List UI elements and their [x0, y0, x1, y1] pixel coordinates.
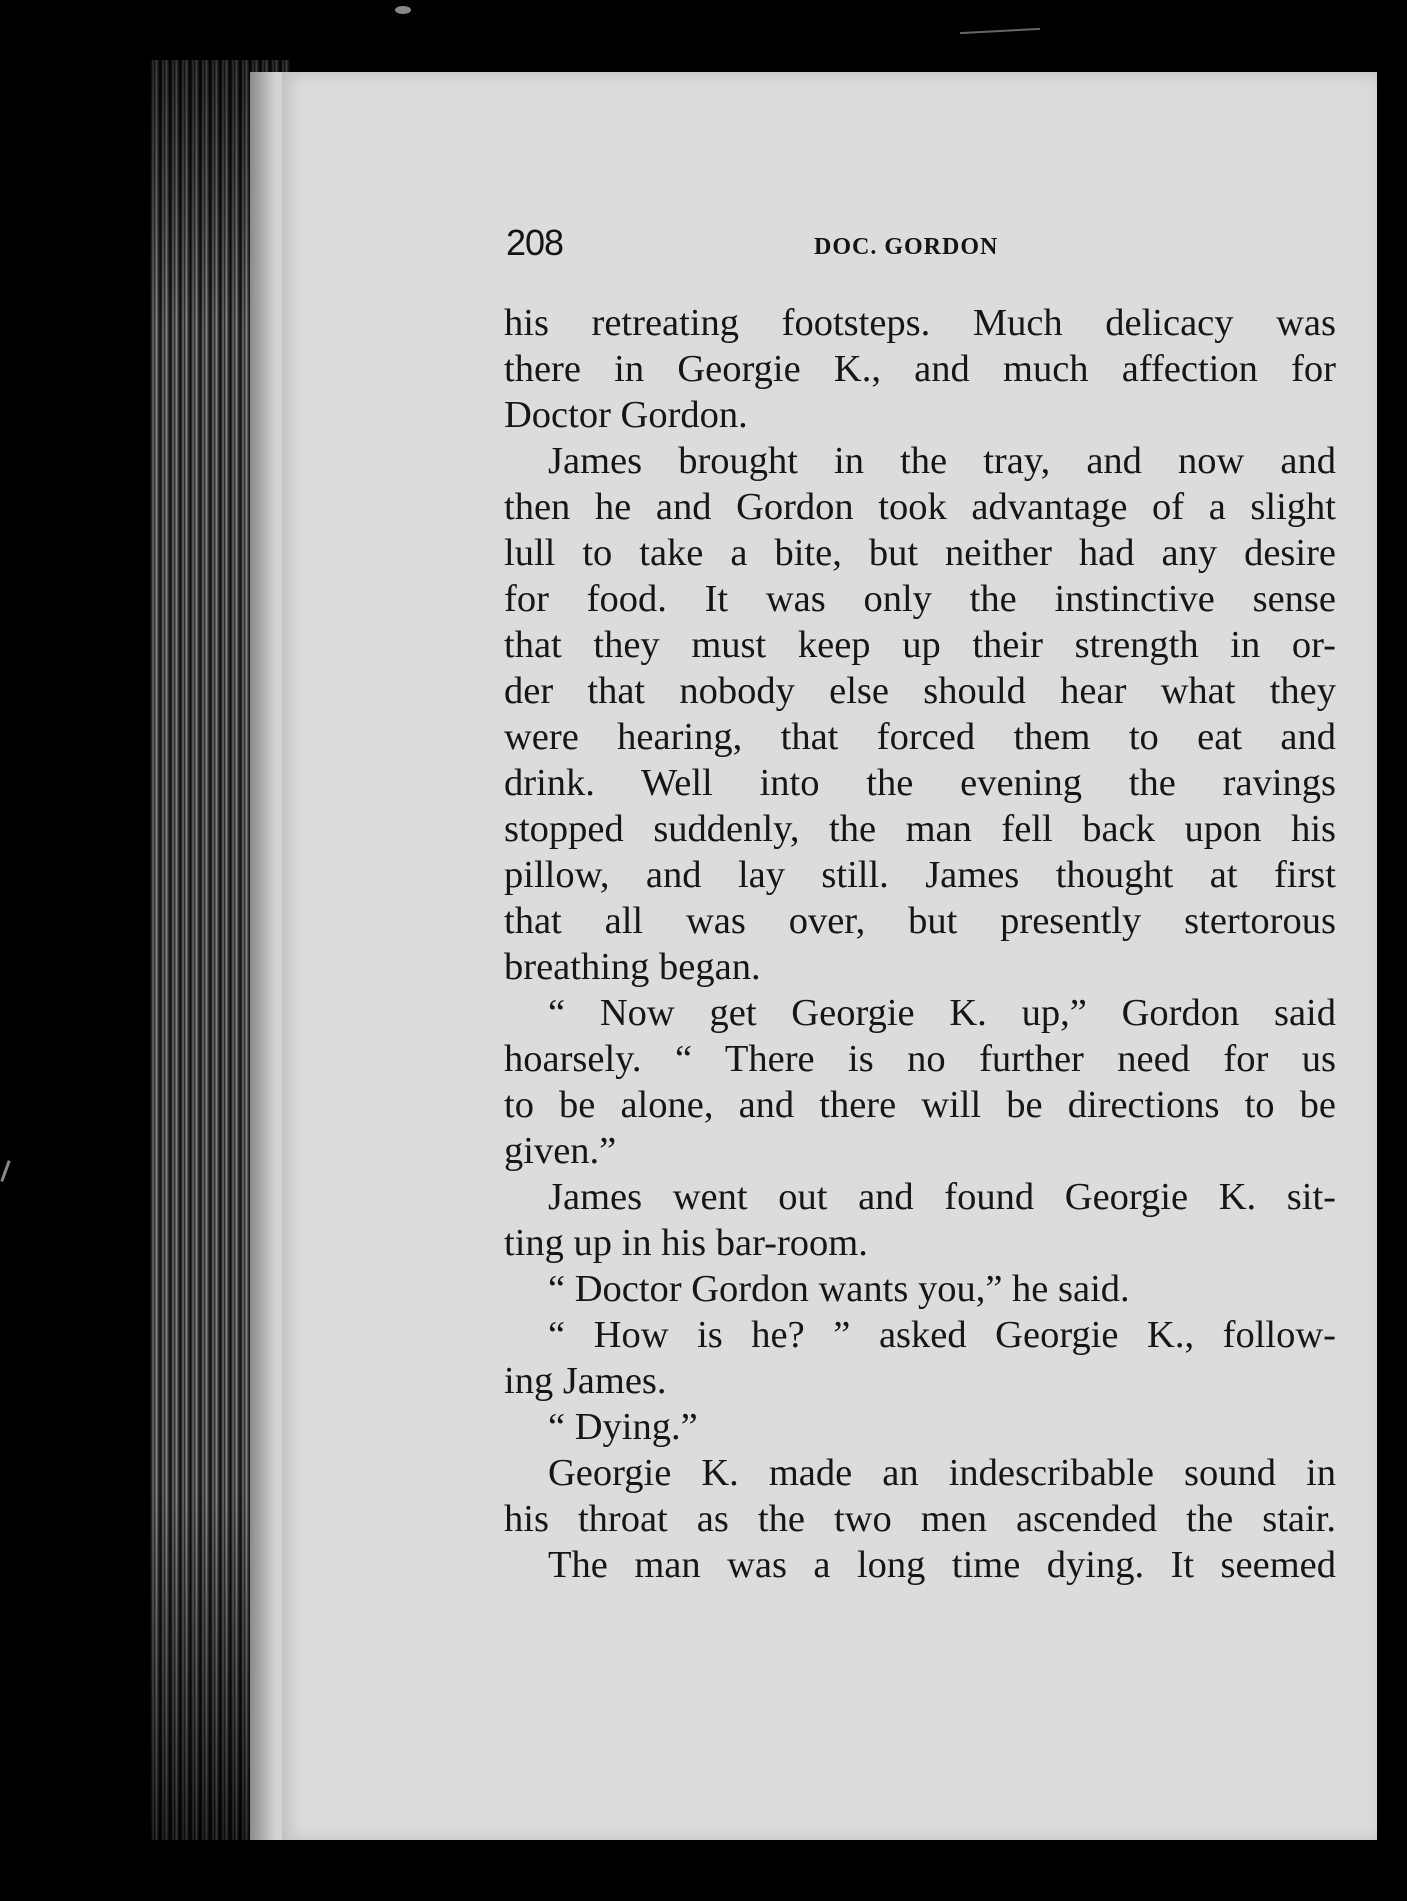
text-line: drink. Well into the evening the ravings [504, 762, 1336, 804]
page-number: 208 [506, 222, 564, 263]
running-title: DOC. GORDON [814, 234, 999, 260]
text-line: were hearing, that forced them to eat and [504, 716, 1336, 758]
running-head [506, 222, 1336, 272]
text-line: James brought in the tray, and now and [548, 440, 1336, 482]
text-line: breathing began. [504, 946, 761, 988]
text-line: ting up in his bar-room. [504, 1222, 868, 1264]
text-line: “ Dying.” [548, 1406, 698, 1448]
text-line: there in Georgie K., and much affection for [504, 348, 1336, 390]
scan-scratch [960, 28, 1040, 34]
text-line: that all was over, but presently stertorous [504, 900, 1336, 942]
text-line: his retreating footsteps. Much delicacy was [504, 302, 1336, 344]
text-line: to be alone, and there will be directions to be [504, 1084, 1336, 1126]
text-line: that they must keep up their strength in or- [504, 624, 1336, 666]
page-bottom-shadow [150, 1840, 1407, 1901]
text-line: stopped suddenly, the man fell back upon his [504, 808, 1336, 850]
body-text [504, 300, 1336, 1588]
scan-mark [0, 1160, 10, 1182]
text-line: given.” [504, 1130, 617, 1172]
text-line: lull to take a bite, but neither had any desire [504, 532, 1336, 574]
text-line: Georgie K. made an indescribable sound in [548, 1452, 1336, 1494]
text-line: his throat as the two men ascended the stair. [504, 1498, 1336, 1540]
text-line: for food. It was only the instinctive sense [504, 578, 1336, 620]
text-line: James went out and found Georgie K. sit- [548, 1176, 1336, 1218]
text-line: then he and Gordon took advantage of a slight [504, 486, 1336, 528]
text-line: der that nobody else should hear what they [504, 670, 1336, 712]
text-line: “ How is he? ” asked Georgie K., follow- [548, 1314, 1336, 1356]
text-line: The man was a long time dying. It seemed [548, 1544, 1336, 1586]
text-line: Doctor Gordon. [504, 394, 748, 436]
text-line: ing James. [504, 1360, 667, 1402]
text-line: hoarsely. “ There is no further need for us [504, 1038, 1336, 1080]
text-line: “ Now get Georgie K. up,” Gordon said [548, 992, 1336, 1034]
scan-speck [395, 6, 411, 14]
text-line: pillow, and lay still. James thought at first [504, 854, 1336, 896]
page-right-shadow [1377, 40, 1407, 1901]
text-line: “ Doctor Gordon wants you,” he said. [548, 1268, 1130, 1310]
